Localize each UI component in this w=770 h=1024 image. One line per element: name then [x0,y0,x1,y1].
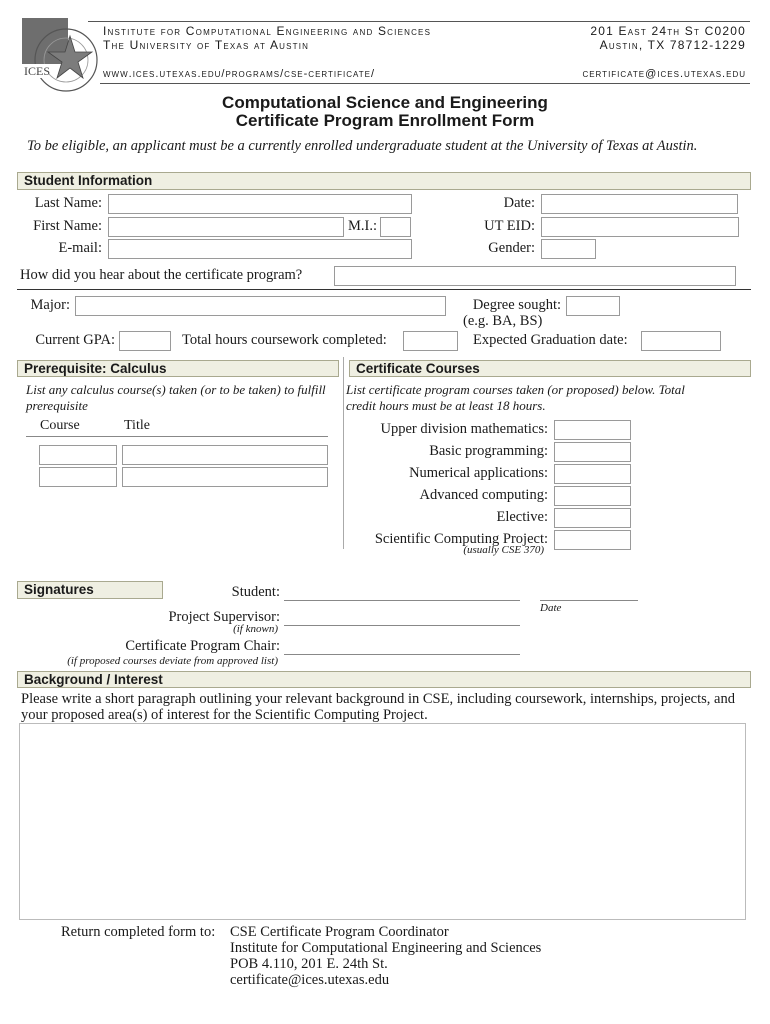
university-name: The University of Texas at Austin [103,38,310,52]
email-label: E-mail: [58,240,102,256]
first-name-label: First Name: [33,218,102,234]
form-title-line2: Certificate Program Enrollment Form [235,111,535,130]
return-line1: CSE Certificate Program Coordinator [230,924,449,940]
ices-logo-icon [18,16,100,96]
background-textarea[interactable] [19,723,746,920]
form-title-line1: Computational Science and Engineering [222,93,548,112]
gpa-label: Current GPA: [35,332,115,348]
degree-example: (e.g. BA, BS) [463,313,543,329]
gender-field[interactable] [541,239,596,259]
prereq-course-2[interactable] [39,467,117,487]
prereq-title-2[interactable] [122,467,328,487]
ut-eid-field[interactable] [541,217,739,237]
date-caption: Date [540,602,562,614]
degree-sought-field[interactable] [566,296,620,316]
project-field[interactable] [554,530,631,550]
hear-about-label: How did you hear about the certificate program? [20,267,303,283]
graduation-date-field[interactable] [641,331,721,351]
student-signature-line[interactable] [284,600,520,601]
program-url[interactable]: www.ices.utexas.edu/programs/cse-certificate/ [103,68,376,80]
basic-programming-label: Basic programming: [429,443,548,459]
graduation-date-label: Expected Graduation date: [473,332,628,348]
section-background-interest: Background / Interest [17,671,751,688]
elective-field[interactable] [554,508,631,528]
gender-label: Gender: [488,240,535,256]
ices-logo [18,16,100,96]
student-signature-label: Student: [231,584,280,600]
logo-text: ICES [24,64,51,78]
institute-name: Institute for Computational Engineering and Sciences [103,24,432,38]
prereq-course-1[interactable] [39,445,117,465]
return-email[interactable]: certificate@ices.utexas.edu [230,972,390,988]
hear-about-field[interactable] [334,266,736,286]
upper-division-label: Upper division mathematics: [380,421,548,437]
total-hours-field[interactable] [403,331,458,351]
course-column-header: Course [40,418,80,433]
chair-signature-label: Certificate Program Chair: [125,638,280,654]
return-line2: Institute for Computational Engineering and Sciences [230,940,542,956]
section-student-information: Student Information [17,172,751,190]
background-instructions: Please write a short paragraph outlining your relevant background in CSE, including coursework, internships, projects, and your proposed area(s) of interest for the Scientific Computing Project. [21,691,735,723]
address-line1: 201 East 24th St C0200 [590,24,746,38]
section-certificate-courses: Certificate Courses [349,360,751,377]
contact-email[interactable]: certificate@ices.utexas.edu [582,68,746,80]
chair-note: (if proposed courses deviate from approved list) [67,655,278,667]
last-name-label: Last Name: [34,195,102,211]
project-label: Scientific Computing Project: [374,531,548,547]
basic-programming-field[interactable] [554,442,631,462]
email-field[interactable] [108,239,412,259]
date-line[interactable] [540,600,638,601]
major-label: Major: [30,297,70,313]
column-divider [343,357,344,549]
total-hours-label: Total hours coursework completed: [182,332,387,348]
student-info-divider [17,289,751,290]
section-signatures: Signatures [17,581,163,599]
gpa-field[interactable] [119,331,171,351]
return-label: Return completed form to: [61,924,216,940]
date-field[interactable] [541,194,738,214]
header-rule-bottom [100,83,750,84]
major-field[interactable] [75,296,446,316]
elective-label: Elective: [496,509,548,525]
advanced-computing-label: Advanced computing: [419,487,548,503]
courses-instructions: List certificate program courses taken (or proposed) below. Total credit hours must be at least 18 hours. [346,382,685,413]
mi-field[interactable] [380,217,411,237]
ut-eid-label: UT EID: [484,218,535,234]
eligibility-note: To be eligible, an applicant must be a currently enrolled undergraduate student at the University of Texas at Austin. [27,138,698,154]
header-rule-top [88,21,750,22]
date-label: Date: [503,195,535,211]
project-note: (usually CSE 370) [463,544,544,556]
advanced-computing-field[interactable] [554,486,631,506]
supervisor-note: (if known) [233,623,278,635]
title-column-header: Title [124,418,150,433]
last-name-field[interactable] [108,194,412,214]
return-line3: POB 4.110, 201 E. 24th St. [230,956,388,972]
numerical-applications-label: Numerical applications: [409,465,548,481]
numerical-applications-field[interactable] [554,464,631,484]
mi-label: M.I.: [348,218,377,234]
chair-signature-line[interactable] [284,654,520,655]
prereq-title-1[interactable] [122,445,328,465]
first-name-field[interactable] [108,217,344,237]
prereq-header-rule [26,436,328,437]
prereq-instructions: List any calculus course(s) taken (or to be taken) to fulfill prerequisite [26,382,326,413]
supervisor-signature-label: Project Supervisor: [168,609,280,625]
section-prerequisite-calculus: Prerequisite: Calculus [17,360,339,377]
address-line2: Austin, TX 78712-1229 [599,38,746,52]
upper-division-field[interactable] [554,420,631,440]
degree-sought-label: Degree sought: [472,297,561,313]
supervisor-signature-line[interactable] [284,625,520,626]
